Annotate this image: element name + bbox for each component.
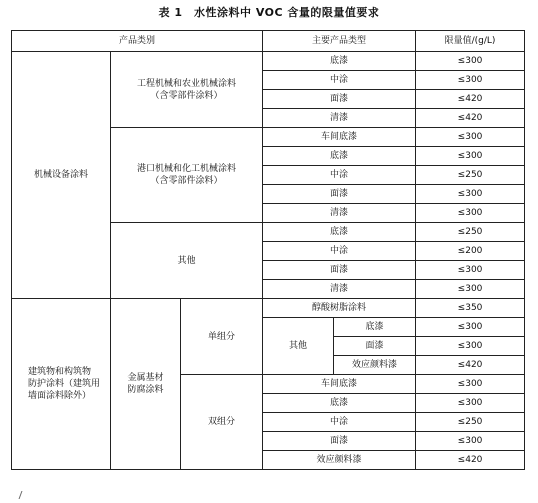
limit-cell: ≤350 bbox=[416, 299, 525, 318]
subcategory-metal-anticorrosion: 金属基材 防腐涂料 bbox=[111, 299, 181, 470]
type-cell: 清漆 bbox=[263, 109, 416, 128]
type-cell: 车间底漆 bbox=[263, 375, 416, 394]
table-row bbox=[12, 52, 525, 71]
table-row bbox=[12, 299, 525, 318]
type-cell: 底漆 bbox=[263, 147, 416, 166]
page-edge-mark bbox=[19, 491, 29, 499]
type-cell: 面漆 bbox=[334, 337, 416, 356]
type-cell: 面漆 bbox=[263, 185, 416, 204]
type-cell: 中涂 bbox=[263, 242, 416, 261]
type-cell: 车间底漆 bbox=[263, 128, 416, 147]
limit-cell: ≤300 bbox=[416, 375, 525, 394]
limit-cell: ≤300 bbox=[416, 261, 525, 280]
double-component-label: 双组分 bbox=[181, 375, 263, 470]
type-cell: 中涂 bbox=[263, 71, 416, 90]
limit-cell: ≤250 bbox=[416, 223, 525, 242]
limit-cell: ≤250 bbox=[416, 166, 525, 185]
type-cell: 面漆 bbox=[263, 261, 416, 280]
voc-limit-table bbox=[11, 30, 525, 470]
type-cell: 效应颜料漆 bbox=[263, 451, 416, 470]
subcategory-port-chemical: 港口机械和化工机械涂料 （含零部件涂料） bbox=[111, 128, 263, 223]
single-other-label: 其他 bbox=[263, 318, 334, 375]
single-component-label: 单组分 bbox=[181, 299, 263, 375]
type-cell: 底漆 bbox=[263, 223, 416, 242]
type-cell: 底漆 bbox=[334, 318, 416, 337]
header-row bbox=[12, 31, 525, 52]
type-cell: 中涂 bbox=[263, 166, 416, 185]
limit-cell: ≤300 bbox=[416, 185, 525, 204]
header-limit: 限量值/(g/L) bbox=[416, 31, 525, 52]
limit-cell: ≤300 bbox=[416, 280, 525, 299]
limit-cell: ≤300 bbox=[416, 318, 525, 337]
limit-cell: ≤200 bbox=[416, 242, 525, 261]
limit-cell: ≤300 bbox=[416, 71, 525, 90]
header-category: 产品类别 bbox=[12, 31, 263, 52]
category-machinery: 机械设备涂料 bbox=[12, 52, 111, 299]
limit-cell: ≤300 bbox=[416, 52, 525, 71]
limit-cell: ≤420 bbox=[416, 356, 525, 375]
table-caption: 表 1 水性涂料中 VOC 含量的限量值要求 bbox=[158, 6, 380, 19]
limit-cell: ≤300 bbox=[416, 128, 525, 147]
type-cell: 清漆 bbox=[263, 204, 416, 223]
limit-cell: ≤300 bbox=[416, 204, 525, 223]
limit-cell: ≤300 bbox=[416, 432, 525, 451]
limit-cell: ≤420 bbox=[416, 90, 525, 109]
limit-cell: ≤420 bbox=[416, 109, 525, 128]
limit-cell: ≤300 bbox=[416, 394, 525, 413]
type-cell: 效应颜料漆 bbox=[334, 356, 416, 375]
type-cell: 底漆 bbox=[263, 52, 416, 71]
type-cell: 醇酸树脂涂料 bbox=[263, 299, 416, 318]
type-cell: 中涂 bbox=[263, 413, 416, 432]
subcategory-other: 其他 bbox=[111, 223, 263, 299]
header-main-type: 主要产品类型 bbox=[263, 31, 416, 52]
limit-cell: ≤420 bbox=[416, 451, 525, 470]
limit-cell: ≤300 bbox=[416, 337, 525, 356]
type-cell: 底漆 bbox=[263, 394, 416, 413]
type-cell: 面漆 bbox=[263, 90, 416, 109]
limit-cell: ≤300 bbox=[416, 147, 525, 166]
category-building: 建筑物和构筑物 防护涂料（建筑用 墙面涂料除外） bbox=[12, 299, 111, 470]
limit-cell: ≤250 bbox=[416, 413, 525, 432]
subcategory-engineering: 工程机械和农业机械涂料 （含零部件涂料） bbox=[111, 52, 263, 128]
type-cell: 清漆 bbox=[263, 280, 416, 299]
type-cell: 面漆 bbox=[263, 432, 416, 451]
